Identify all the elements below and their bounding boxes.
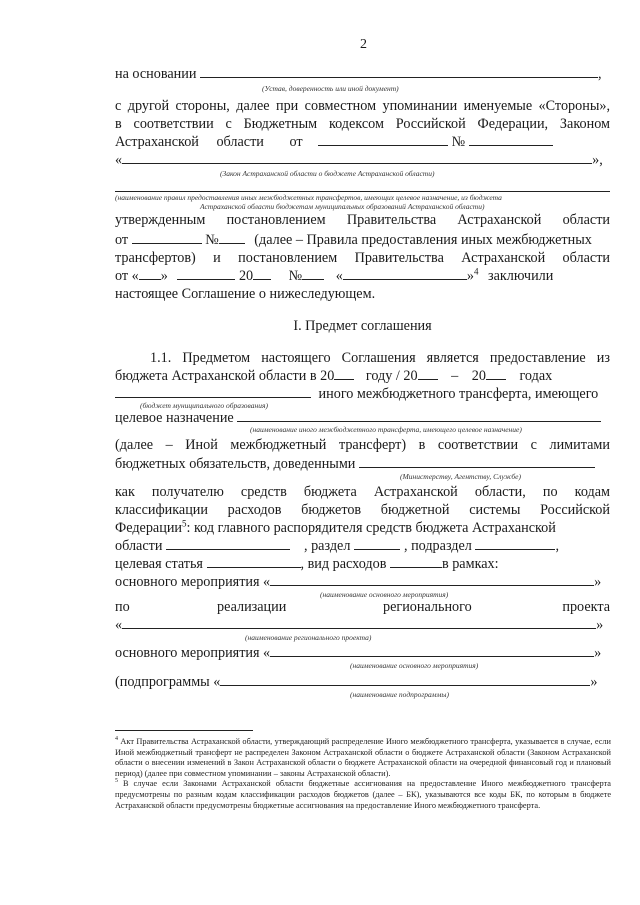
basis-line: на основании , <box>115 66 602 82</box>
page-number: 2 <box>360 37 367 52</box>
p11-target-line: целевое назначение <box>115 410 610 426</box>
target-field[interactable] <box>237 410 601 422</box>
caption-sub: (наименование подпрограммы) <box>350 690 449 699</box>
caption-rules-2: Астраханской области бюджетам муниципальных образований Астраханской области) <box>200 202 485 211</box>
law-date-field[interactable] <box>318 134 448 146</box>
caption-mun: (бюджет муниципального образования) <box>140 401 268 410</box>
subprogram-line: (подпрограммы « » <box>115 674 598 690</box>
caption-basis: (Устав, доверенность или иной документ) <box>262 84 399 93</box>
year1-field[interactable] <box>334 368 354 380</box>
p11-line-5: (далее – Иной межбюджетный трансферт) в соответствии с лимитами <box>115 437 610 453</box>
law-name-field[interactable] <box>122 152 592 164</box>
approved-line: утвержденным постановлением Правительства Астраханской области <box>115 212 610 228</box>
transfers-line: трансфертов) и постановлением Правительства Астраханской области <box>115 250 610 266</box>
p11-line-1: 1.1. Предметом настоящего Соглашения является предоставление из <box>150 350 610 366</box>
basis-field[interactable] <box>200 66 598 78</box>
p11-line-6: бюджетных обязательств, доведенными <box>115 456 610 472</box>
implementation-line: по реализации регионального проекта <box>115 599 610 615</box>
ministry-field[interactable] <box>359 456 595 468</box>
expense-type-field[interactable] <box>390 556 442 568</box>
law-name-line: « », <box>115 152 603 168</box>
target-article-field[interactable] <box>207 556 301 568</box>
caption-project: (наименование регионального проекта) <box>245 633 372 642</box>
section-title: I. Предмет соглашения <box>293 318 432 334</box>
caption-ministry: (Министерству, Агентству, Службе) <box>400 472 521 481</box>
resolution-line: от « » 20 № « »$^4$ заключили <box>115 266 554 284</box>
approved-date-line: от № (далее – Правила предоставления иных межбюджетных <box>115 232 592 248</box>
footnote-4: $^4$ Акт Правительства Астраханской области, утверждающий распределение Иного межбюджетного трансферта, указывается в случае, если Иной межбюджетный трансферт не распределен Законом Астраханской области о бюджете Астраханской области (Законом Астраханской области о внесении изменений в Закон Астраханской области о бюджете Астраханской области на очередной финансовый год и плановый период) (далее при совместном упоминании – законы Астраханской области). <box>115 736 611 778</box>
according-line: в соответствии с Бюджетным кодексом Российской Федерации, Законом <box>115 116 610 132</box>
footnotes <box>115 737 611 811</box>
approved-number-field[interactable] <box>219 232 245 244</box>
main-event-field-2[interactable] <box>270 645 594 657</box>
approved-date-field[interactable] <box>132 232 202 244</box>
year3-field[interactable] <box>486 368 506 380</box>
caption-main-event-2: (наименование основного мероприятия) <box>350 661 479 670</box>
caption-main-event-1: (наименование основного мероприятия) <box>320 590 449 599</box>
section-field[interactable] <box>354 538 400 550</box>
gr-code-field[interactable] <box>166 538 290 550</box>
subsection-field[interactable] <box>475 538 555 550</box>
main-event-line-2: основного мероприятия « » <box>115 645 602 661</box>
p11-line-8: классификации расходов бюджетов бюджетной системы Российской <box>115 502 610 518</box>
present-agreement-line: настоящее Соглашение о нижеследующем. <box>115 286 376 302</box>
resolution-number-field[interactable] <box>302 268 324 280</box>
p11-line-10: области , раздел , подраздел , <box>115 538 559 554</box>
footnote-separator <box>115 730 253 731</box>
caption-target: (наименование иного межбюджетного трансферта, имеющего целевое назначение) <box>250 425 522 434</box>
resolution-name-field[interactable] <box>343 268 467 280</box>
month-field[interactable] <box>177 268 235 280</box>
rules-name-field[interactable] <box>115 191 610 192</box>
region-law-line: Астраханской области от № <box>115 134 610 150</box>
caption-rules-1: (наименование правил предоставления иных межбюджетных трансфертов, имеющих целевое назначение, из бюджета <box>115 193 502 202</box>
main-event-field-1[interactable] <box>270 574 594 586</box>
caption-law: (Закон Астраханской области о бюджете Астраханской области) <box>220 169 435 178</box>
subprogram-field[interactable] <box>220 674 590 686</box>
main-event-line-1: основного мероприятия « » <box>115 574 602 590</box>
day-field[interactable] <box>139 268 161 280</box>
municipal-budget-field[interactable] <box>115 386 311 398</box>
project-line: « » <box>115 617 604 633</box>
footnote-5: $^5$ В случае если Законами Астраханской области бюджетные ассигнования на предоставление Иного межбюджетного трансферта предусмотрены по разным кодам классификации расходов бюджетов (далее – БК), указываются все коды БК, по которым в бюджете Астраханской области предусмотрены бюджетные ассигнования на предоставление Иного межбюджетного трансферта. <box>115 778 611 810</box>
year-field[interactable] <box>253 268 271 280</box>
p11-line-3: иного межбюджетного трансферта, имеющего <box>115 386 610 402</box>
p11-line-11: целевая статья , вид расходов в рамках: <box>115 556 499 572</box>
p11-line-7: как получателю средств бюджета Астраханской области, по кодам <box>115 484 610 500</box>
p11-line-2: бюджета Астраханской области в 20 году / 20 – 20 годах <box>115 368 553 384</box>
p11-line-9: Федерации$^5$: код главного распорядителя средств бюджета Астраханской <box>115 518 556 536</box>
other-side-line: с другой стороны, далее при совместном упоминании именуемые «Стороны», <box>115 98 610 114</box>
year2-field[interactable] <box>418 368 438 380</box>
law-number-field[interactable] <box>469 134 553 146</box>
project-field[interactable] <box>122 617 596 629</box>
